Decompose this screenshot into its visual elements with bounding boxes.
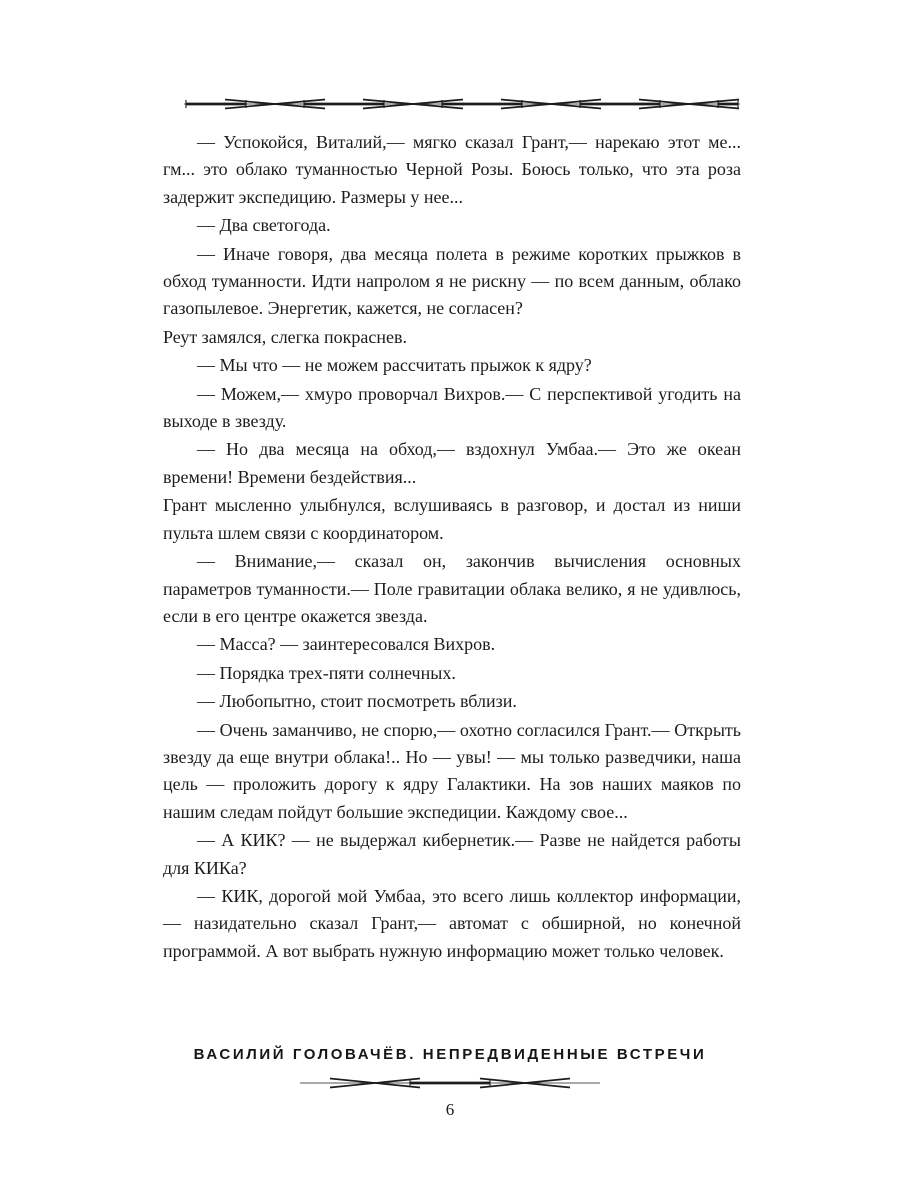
paragraph: — Мы что — не можем рассчитать прыжок к ядру? [197, 355, 592, 376]
page-number: 6 [445, 1100, 455, 1119]
body-text [163, 129, 741, 966]
paragraph: — Порядка трех-пяти солнечных. [197, 662, 456, 683]
running-footer-title: ВАСИЛИЙ ГОЛОВАЧЁВ. НЕПРЕДВИДЕННЫЕ ВСТРЕЧИ [193, 1046, 707, 1063]
paragraph: — Очень заманчиво, не спорю,— охотно согласился Грант.— Открыть звезду да еще внутри облака!.. Но — увы! — мы только разведчики, наша цель — проложить дорогу к ядру Галактики. На зов наших маяков по нашим следам пойдут большие экспедиции. Каждому свое... [163, 719, 741, 822]
paragraph: — КИК, дорогой мой Умбаа, это всего лишь коллектор информации,— назидательно сказал Грант,— автомат с обширной, но конечной программой. А вот выбрать нужную информацию может только человек. [163, 885, 741, 961]
paragraph: Грант мысленно улыбнулся, вслушиваясь в разговор, и достал из ниши пульта шлем связи с координатором. [163, 495, 741, 543]
paragraph: — Внимание,— сказал он, закончив вычисления основных параметров туманности.— Поле гравитации облака велико, я не удивлюсь, если в его центре окажется звезда. [163, 551, 741, 626]
paragraph: — Но два месяца на обход,— вздохнул Умбаа.— Это же океан времени! Времени бездействия... [163, 439, 741, 487]
paragraph: — Два светогода. [197, 215, 331, 236]
paragraph: — А КИК? — не выдержал кибернетик.— Разве не найдется работы для КИКа? [163, 830, 741, 878]
paragraph: — Масса? — заинтересовался Вихров. [197, 634, 496, 655]
paragraph: — Можем,— хмуро проворчал Вихров.— С перспективой угодить на выходе в звезду. [163, 383, 741, 432]
bottom-ornament-divider-icon [300, 1074, 600, 1092]
paragraph: — Любопытно, стоит посмотреть вблизи. [197, 691, 517, 712]
paragraph: — Иначе говоря, два месяца полета в режиме коротких прыжков в обход туманности. Идти напролом я не рискну — по всем данным, облако газопылевое. Энергетик, кажется, не согласен? [163, 243, 741, 319]
paragraph: — Успокойся, Виталий,— мягко сказал Грант,— нарекаю этот ме... гм... это облако туманностью Черной Розы. Боюсь только, что эта роза задержит экспедицию. Размеры у нее... [163, 132, 741, 207]
top-ornament-divider-icon [184, 95, 740, 113]
paragraph: Реут замялся, слегка покраснев. [163, 326, 407, 347]
